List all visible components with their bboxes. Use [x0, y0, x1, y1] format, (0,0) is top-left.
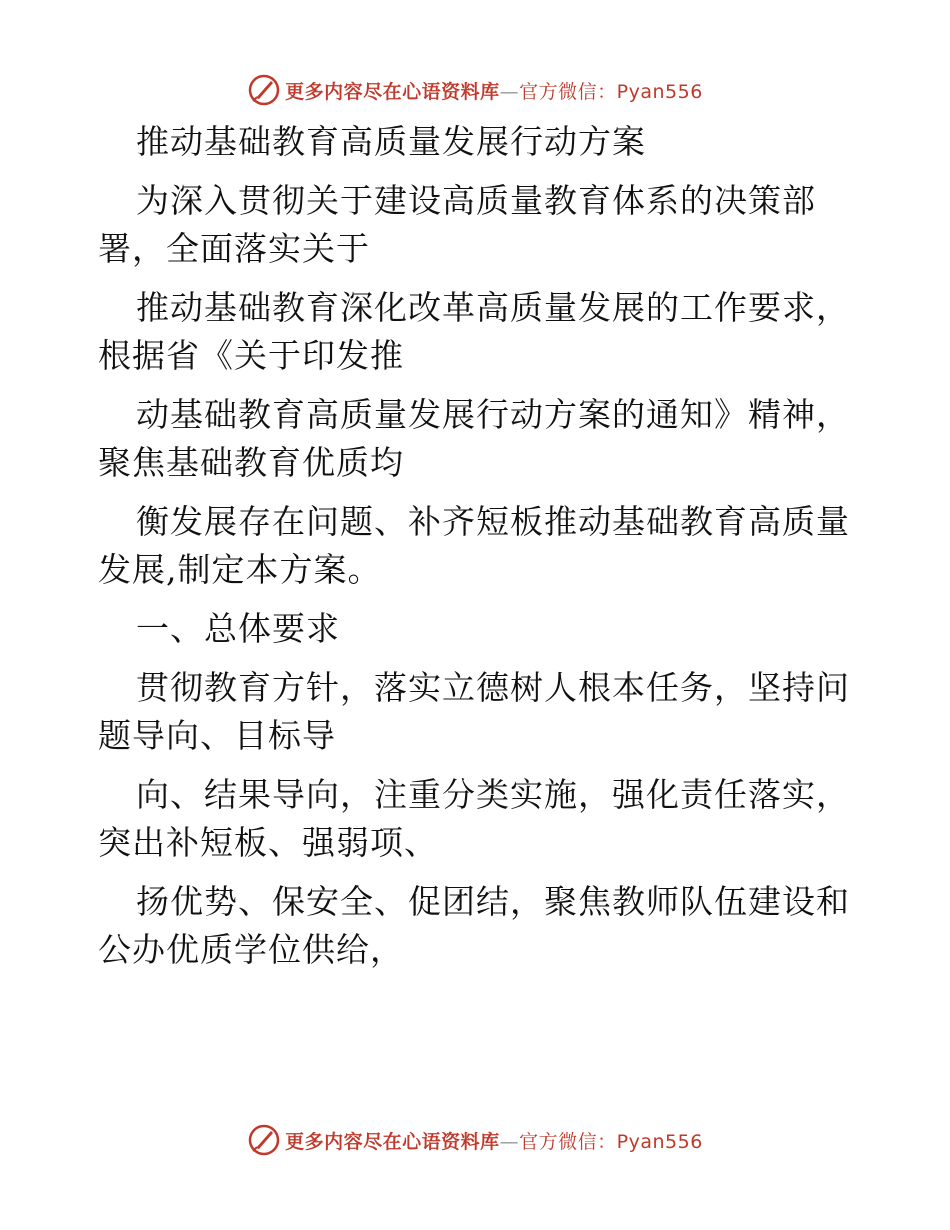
watermark-separator: — [499, 1130, 520, 1153]
text-line: 突出补短板、强弱项、 [98, 823, 438, 862]
text-line: 扬优势、保安全、促团结，聚焦教师队伍建设和 [136, 882, 850, 921]
text-line: 推动基础教育深化改革高质量发展的工作要求， [136, 288, 850, 327]
watermark-text [285, 77, 703, 104]
watermark-brand: 更多内容尽在心语资料库 [285, 1130, 500, 1153]
text-line: 发展,制定本方案。 [98, 550, 382, 589]
text-line: 贯彻教育方针，落实立德树人根本任务，坚持问 [136, 668, 850, 707]
watermark-contact: 官方微信：Pyan556 [519, 80, 703, 103]
text-line: 为深入贯彻关于建设高质量教育体系的决策部 [136, 181, 816, 220]
text-line: 公办优质学位供给， [98, 930, 404, 969]
watermark-header [0, 70, 950, 110]
quill-pen-icon [247, 1123, 281, 1157]
text-line: 衡发展存在问题、补齐短板推动基础教育高质量 [136, 502, 850, 541]
document-body [98, 118, 858, 974]
watermark-brand: 更多内容尽在心语资料库 [285, 80, 500, 103]
text-line: 题导向、目标导 [98, 716, 336, 755]
text-line: 聚焦基础教育优质均 [98, 443, 404, 482]
text-line: 署，全面落实关于 [98, 229, 370, 268]
text-line: 根据省《关于印发推 [98, 336, 404, 375]
quill-pen-icon [247, 73, 281, 107]
watermark-separator: — [499, 80, 520, 103]
text-line: 向、结果导向，注重分类实施，强化责任落实， [136, 775, 850, 814]
document-title: 推动基础教育高质量发展行动方案 [136, 122, 646, 161]
watermark-text [285, 1127, 703, 1154]
section-heading: 一、总体要求 [136, 609, 340, 648]
text-line: 动基础教育高质量发展行动方案的通知》精神， [136, 395, 850, 434]
watermark-contact: 官方微信：Pyan556 [519, 1130, 703, 1153]
watermark-footer [0, 1120, 950, 1160]
